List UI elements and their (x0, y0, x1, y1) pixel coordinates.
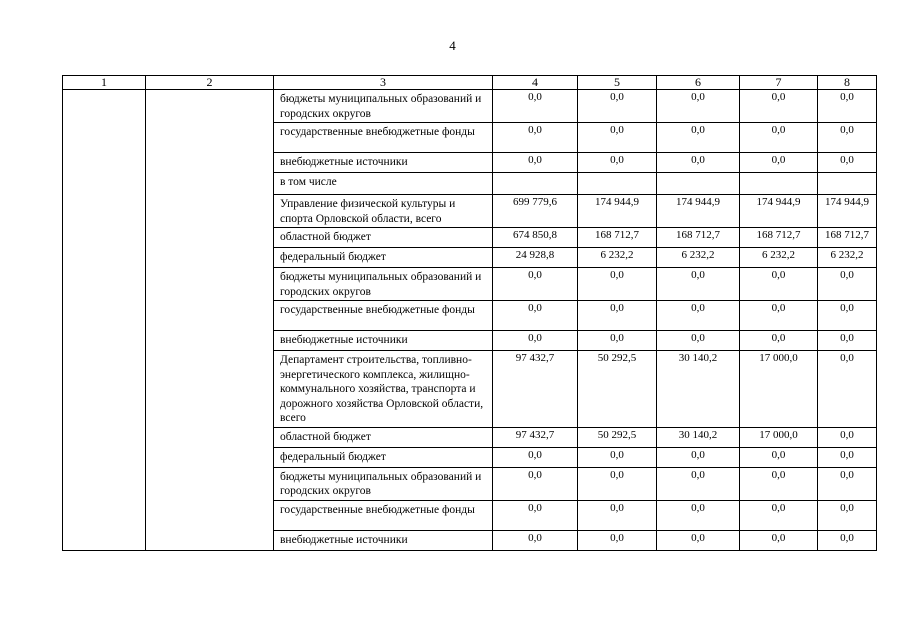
value-cell-col-5: 0,0 (578, 268, 657, 301)
column-header-2: 2 (146, 76, 274, 90)
column-number-row (63, 76, 877, 90)
value-cell-col-6: 30 140,2 (657, 351, 740, 428)
value-cell-col-5: 0,0 (578, 467, 657, 500)
row-description: внебюджетные источники (274, 530, 493, 550)
value-cell-col-7: 0,0 (740, 500, 818, 530)
row-description: областной бюджет (274, 427, 493, 447)
table-body (63, 90, 877, 551)
value-cell-col-7: 0,0 (740, 301, 818, 331)
value-cell-col-8 (818, 173, 877, 195)
value-cell-col-7: 0,0 (740, 447, 818, 467)
row-description: государственные внебюджетные фонды (274, 123, 493, 153)
value-cell-col-8: 0,0 (818, 268, 877, 301)
value-cell-col-6: 0,0 (657, 153, 740, 173)
value-cell-col-8: 0,0 (818, 153, 877, 173)
value-cell-col-6: 0,0 (657, 447, 740, 467)
value-cell-col-4: 0,0 (493, 90, 578, 123)
row-description: бюджеты муниципальных образований и городских округов (274, 268, 493, 301)
value-cell-col-8: 0,0 (818, 301, 877, 331)
value-cell-col-8: 0,0 (818, 331, 877, 351)
page-number: 4 (449, 38, 456, 53)
value-cell-col-5: 0,0 (578, 530, 657, 550)
value-cell-col-7: 17 000,0 (740, 427, 818, 447)
value-cell-col-4: 0,0 (493, 153, 578, 173)
value-cell-col-6: 0,0 (657, 301, 740, 331)
value-cell-col-6: 174 944,9 (657, 195, 740, 228)
value-cell-col-4: 24 928,8 (493, 248, 578, 268)
row-description: бюджеты муниципальных образований и городских округов (274, 90, 493, 123)
value-cell-col-4: 0,0 (493, 268, 578, 301)
value-cell-col-5: 0,0 (578, 301, 657, 331)
value-cell-col-5: 6 232,2 (578, 248, 657, 268)
row-description: Департамент строительства, топливно-энергетического комплекса, жилищно-коммунального хозяйства, транспорта и дорожного хозяйства Орловской области, всего (274, 351, 493, 428)
value-cell-col-6: 0,0 (657, 500, 740, 530)
value-cell-col-7: 17 000,0 (740, 351, 818, 428)
value-cell-col-5: 50 292,5 (578, 351, 657, 428)
value-cell-col-4: 97 432,7 (493, 427, 578, 447)
column-2-cell (146, 90, 274, 551)
budget-table (62, 75, 877, 551)
value-cell-col-8: 0,0 (818, 530, 877, 550)
value-cell-col-7: 0,0 (740, 268, 818, 301)
row-description: федеральный бюджет (274, 248, 493, 268)
value-cell-col-5: 174 944,9 (578, 195, 657, 228)
value-cell-col-7 (740, 173, 818, 195)
value-cell-col-4: 699 779,6 (493, 195, 578, 228)
value-cell-col-7: 0,0 (740, 530, 818, 550)
column-header-3: 3 (274, 76, 493, 90)
value-cell-col-7: 0,0 (740, 90, 818, 123)
column-header-5: 5 (578, 76, 657, 90)
value-cell-col-4: 97 432,7 (493, 351, 578, 428)
value-cell-col-8: 0,0 (818, 123, 877, 153)
value-cell-col-8: 0,0 (818, 427, 877, 447)
value-cell-col-7: 6 232,2 (740, 248, 818, 268)
row-description: бюджеты муниципальных образований и городских округов (274, 467, 493, 500)
value-cell-col-5: 168 712,7 (578, 228, 657, 248)
value-cell-col-4: 674 850,8 (493, 228, 578, 248)
value-cell-col-5: 50 292,5 (578, 427, 657, 447)
value-cell-col-7: 0,0 (740, 331, 818, 351)
value-cell-col-7: 0,0 (740, 467, 818, 500)
column-header-1: 1 (63, 76, 146, 90)
value-cell-col-7: 168 712,7 (740, 228, 818, 248)
value-cell-col-4: 0,0 (493, 447, 578, 467)
row-description: внебюджетные источники (274, 331, 493, 351)
value-cell-col-7: 0,0 (740, 123, 818, 153)
value-cell-col-4: 0,0 (493, 123, 578, 153)
value-cell-col-7: 174 944,9 (740, 195, 818, 228)
value-cell-col-6: 0,0 (657, 268, 740, 301)
row-description: государственные внебюджетные фонды (274, 301, 493, 331)
column-header-7: 7 (740, 76, 818, 90)
value-cell-col-6: 0,0 (657, 467, 740, 500)
value-cell-col-6: 168 712,7 (657, 228, 740, 248)
column-header-4: 4 (493, 76, 578, 90)
value-cell-col-6: 0,0 (657, 90, 740, 123)
value-cell-col-6: 0,0 (657, 123, 740, 153)
value-cell-col-8: 0,0 (818, 467, 877, 500)
value-cell-col-6: 0,0 (657, 331, 740, 351)
row-description: государственные внебюджетные фонды (274, 500, 493, 530)
value-cell-col-4 (493, 173, 578, 195)
value-cell-col-5: 0,0 (578, 500, 657, 530)
value-cell-col-5: 0,0 (578, 331, 657, 351)
value-cell-col-6: 30 140,2 (657, 427, 740, 447)
value-cell-col-6: 6 232,2 (657, 248, 740, 268)
row-description: внебюджетные источники (274, 153, 493, 173)
row-description: Управление физической культуры и спорта Орловской области, всего (274, 195, 493, 228)
value-cell-col-5: 0,0 (578, 447, 657, 467)
value-cell-col-5 (578, 173, 657, 195)
value-cell-col-8: 174 944,9 (818, 195, 877, 228)
value-cell-col-4: 0,0 (493, 301, 578, 331)
value-cell-col-4: 0,0 (493, 331, 578, 351)
value-cell-col-8: 168 712,7 (818, 228, 877, 248)
value-cell-col-4: 0,0 (493, 467, 578, 500)
value-cell-col-5: 0,0 (578, 153, 657, 173)
column-1-cell (63, 90, 146, 551)
value-cell-col-4: 0,0 (493, 530, 578, 550)
column-header-6: 6 (657, 76, 740, 90)
value-cell-col-5: 0,0 (578, 123, 657, 153)
value-cell-col-7: 0,0 (740, 153, 818, 173)
row-description: областной бюджет (274, 228, 493, 248)
value-cell-col-4: 0,0 (493, 500, 578, 530)
value-cell-col-8: 0,0 (818, 447, 877, 467)
value-cell-col-8: 6 232,2 (818, 248, 877, 268)
value-cell-col-5: 0,0 (578, 90, 657, 123)
value-cell-col-8: 0,0 (818, 90, 877, 123)
row-description: федеральный бюджет (274, 447, 493, 467)
value-cell-col-6: 0,0 (657, 530, 740, 550)
table-row (63, 90, 877, 123)
value-cell-col-6 (657, 173, 740, 195)
column-header-8: 8 (818, 76, 877, 90)
value-cell-col-8: 0,0 (818, 500, 877, 530)
row-description: в том числе (274, 173, 493, 195)
value-cell-col-8: 0,0 (818, 351, 877, 428)
